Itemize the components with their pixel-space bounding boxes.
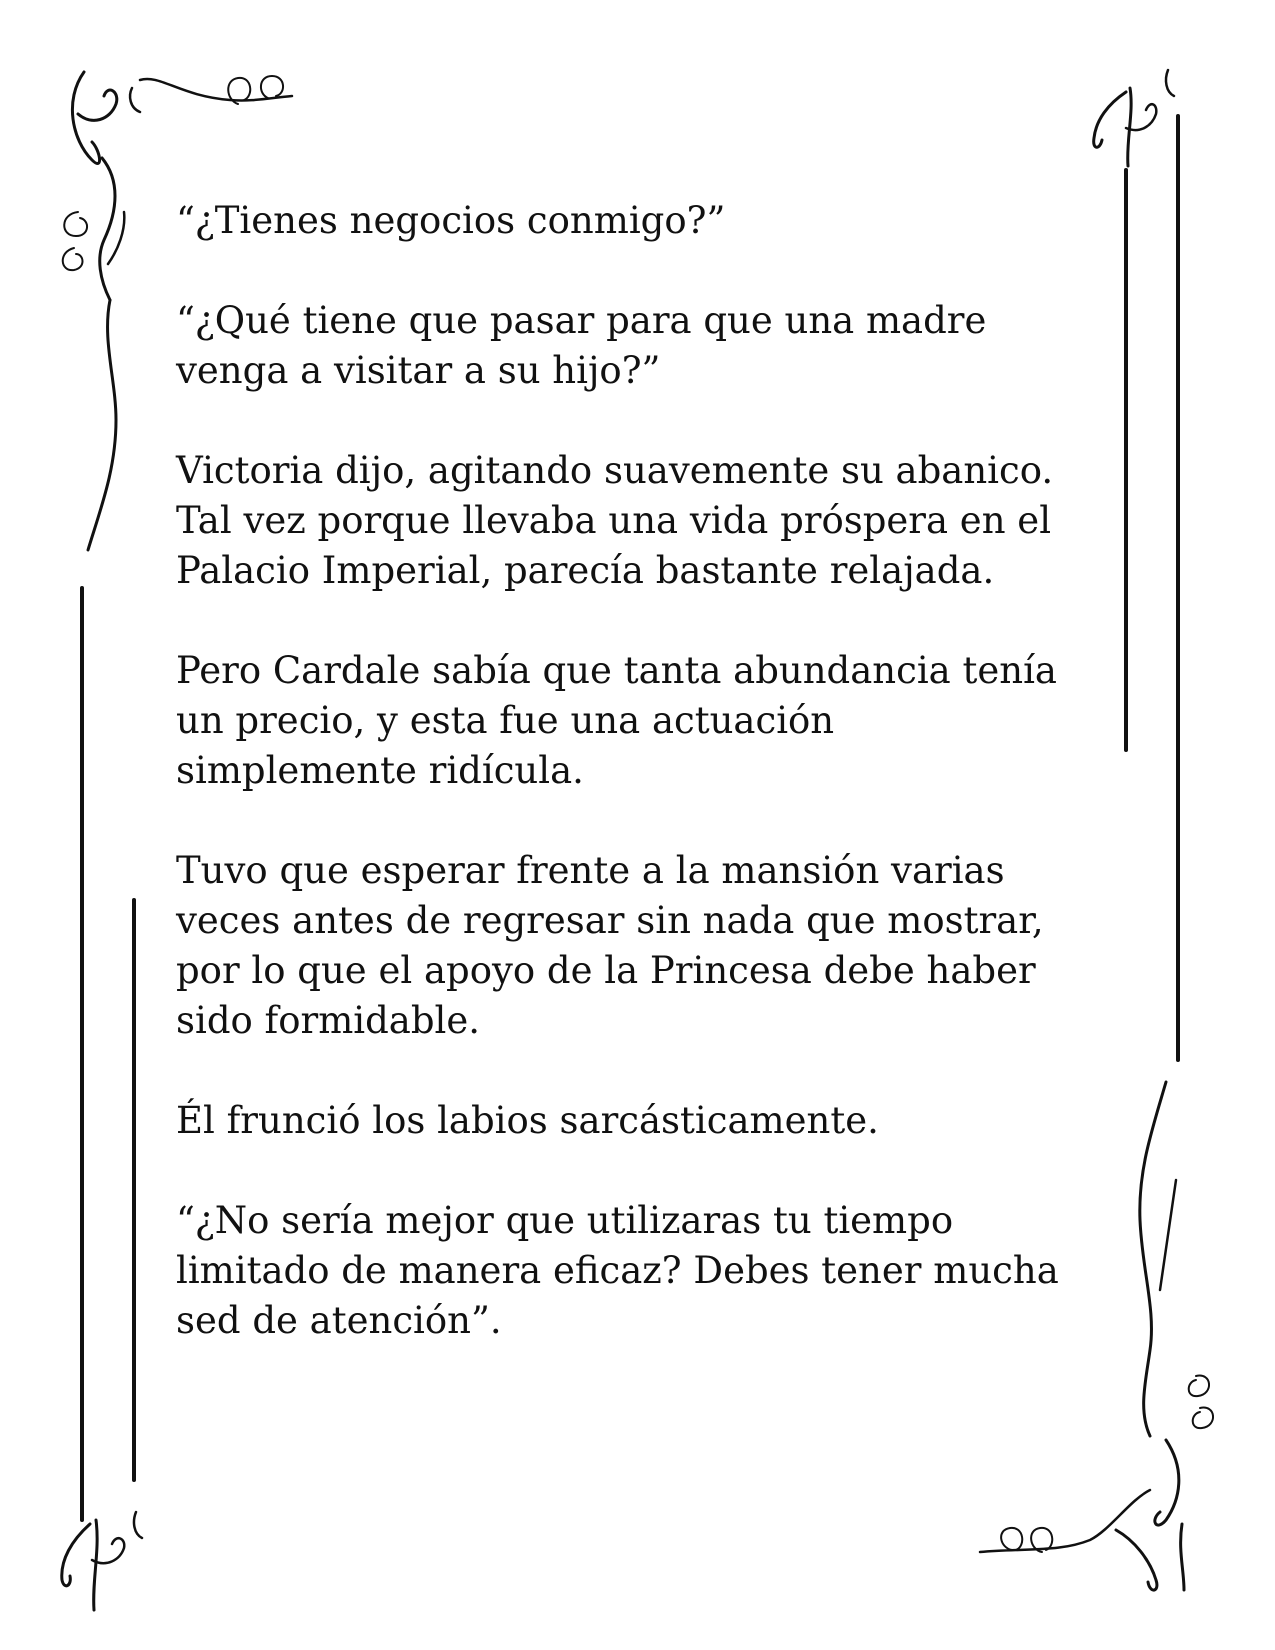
story-text xyxy=(176,196,1096,1396)
text-line: venga a visitar a su hijo?” xyxy=(176,349,661,392)
text-line: “¿Qué tiene que pasar para que una madre xyxy=(176,299,987,342)
text-line: un precio, y esta fue una actuación xyxy=(176,699,835,742)
paragraph-5 xyxy=(176,846,1096,1046)
text-line: “¿Tienes negocios conmigo?” xyxy=(176,199,726,242)
text-line: “¿No sería mejor que utilizaras tu tiempo xyxy=(176,1199,954,1242)
paragraph-6 xyxy=(176,1096,1096,1146)
text-line: por lo que el apoyo de la Princesa debe haber xyxy=(176,949,1036,992)
text-line: simplemente ridícula. xyxy=(176,749,584,792)
text-line: Él frunció los labios sarcásticamente. xyxy=(176,1099,879,1142)
text-line: Tuvo que esperar frente a la mansión varias xyxy=(176,849,1005,892)
text-line: sido formidable. xyxy=(176,999,481,1042)
top-right-flourish xyxy=(1094,70,1174,166)
text-line: sed de atención”. xyxy=(176,1299,502,1342)
paragraph-4 xyxy=(176,646,1096,796)
text-line: Victoria dijo, agitando suavemente su abanico. xyxy=(176,449,1054,492)
paragraph-1 xyxy=(176,196,1096,246)
paragraph-7 xyxy=(176,1196,1096,1346)
text-line: limitado de manera eficaz? Debes tener mucha xyxy=(176,1249,1059,1292)
text-line: Tal vez porque llevaba una vida próspera en el xyxy=(176,499,1052,542)
bottom-left-flourish xyxy=(62,1512,142,1610)
paragraph-3 xyxy=(176,446,1096,596)
text-line: veces antes de regresar sin nada que mostrar, xyxy=(176,899,1044,942)
paragraph-2 xyxy=(176,296,1096,396)
text-line: Pero Cardale sabía que tanta abundancia tenía xyxy=(176,649,1057,692)
text-line: Palacio Imperial, parecía bastante relajada. xyxy=(176,549,995,592)
